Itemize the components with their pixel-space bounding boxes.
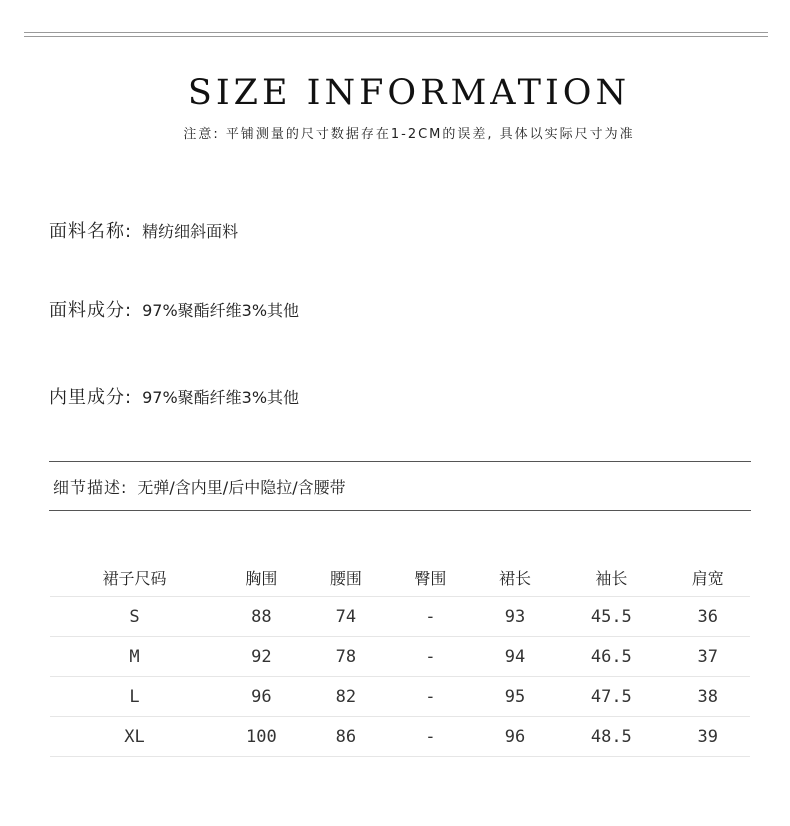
cell-shoulder-width: 38 bbox=[665, 677, 750, 717]
measurement-note: 注意: 平铺测量的尺寸数据存在1-2CM的误差, 具体以实际尺寸为准 bbox=[183, 127, 635, 142]
cell-waist: 74 bbox=[304, 597, 389, 637]
column-header-dress-length: 裙长 bbox=[473, 558, 558, 597]
column-header-shoulder-width: 肩宽 bbox=[665, 558, 750, 597]
fabric-name-value: 精纺细斜面料 bbox=[142, 221, 239, 241]
cell-bust: 100 bbox=[219, 717, 304, 757]
table-row bbox=[50, 637, 750, 677]
top-divider-line bbox=[24, 32, 768, 33]
cell-shoulder-width: 36 bbox=[665, 597, 750, 637]
cell-size: XL bbox=[50, 717, 219, 757]
cell-hip: - bbox=[388, 717, 473, 757]
cell-dress-length: 93 bbox=[473, 597, 558, 637]
cell-shoulder-width: 39 bbox=[665, 717, 750, 757]
cell-size: M bbox=[50, 637, 219, 677]
column-header-waist: 腰围 bbox=[304, 558, 389, 597]
fabric-name-label: 面料名称: bbox=[49, 221, 133, 242]
column-header-sleeve-length: 袖长 bbox=[557, 558, 665, 597]
details-top-divider bbox=[49, 461, 751, 462]
column-header-bust: 胸围 bbox=[219, 558, 304, 597]
cell-bust: 92 bbox=[219, 637, 304, 677]
cell-shoulder-width: 37 bbox=[665, 637, 750, 677]
cell-sleeve-length: 45.5 bbox=[557, 597, 665, 637]
fabric-name-row bbox=[49, 216, 238, 244]
cell-bust: 96 bbox=[219, 677, 304, 717]
column-header-hip: 臀围 bbox=[388, 558, 473, 597]
cell-sleeve-length: 46.5 bbox=[557, 637, 665, 677]
column-header-size: 裙子尺码 bbox=[50, 558, 219, 597]
fabric-composition-label: 面料成分: bbox=[49, 300, 133, 321]
cell-sleeve-length: 48.5 bbox=[557, 717, 665, 757]
cell-dress-length: 96 bbox=[473, 717, 558, 757]
lining-composition-row bbox=[49, 382, 299, 410]
cell-waist: 82 bbox=[304, 677, 389, 717]
cell-dress-length: 95 bbox=[473, 677, 558, 717]
cell-hip: - bbox=[388, 637, 473, 677]
details-bottom-divider bbox=[49, 510, 751, 511]
details-value: 无弹/含内里/后中隐拉/含腰带 bbox=[137, 477, 346, 497]
cell-waist: 86 bbox=[304, 717, 389, 757]
lining-composition-label: 内里成分: bbox=[49, 387, 133, 408]
details-label: 细节描述: bbox=[53, 477, 128, 497]
lining-composition-value: 97%聚酯纤维3%其他 bbox=[142, 387, 300, 407]
table-row bbox=[50, 597, 750, 637]
table-row bbox=[50, 677, 750, 717]
cell-sleeve-length: 47.5 bbox=[557, 677, 665, 717]
cell-hip: - bbox=[388, 677, 473, 717]
cell-bust: 88 bbox=[219, 597, 304, 637]
top-divider-line-second bbox=[24, 36, 768, 37]
details-row bbox=[53, 474, 346, 498]
table-row bbox=[50, 717, 750, 757]
cell-dress-length: 94 bbox=[473, 637, 558, 677]
size-table-header-row bbox=[50, 558, 750, 597]
page-title: SIZE INFORMATION bbox=[187, 73, 631, 113]
fabric-composition-row bbox=[49, 295, 299, 323]
cell-size: S bbox=[50, 597, 219, 637]
fabric-composition-value: 97%聚酯纤维3%其他 bbox=[142, 300, 300, 320]
cell-size: L bbox=[50, 677, 219, 717]
cell-hip: - bbox=[388, 597, 473, 637]
size-table bbox=[50, 558, 750, 757]
cell-waist: 78 bbox=[304, 637, 389, 677]
